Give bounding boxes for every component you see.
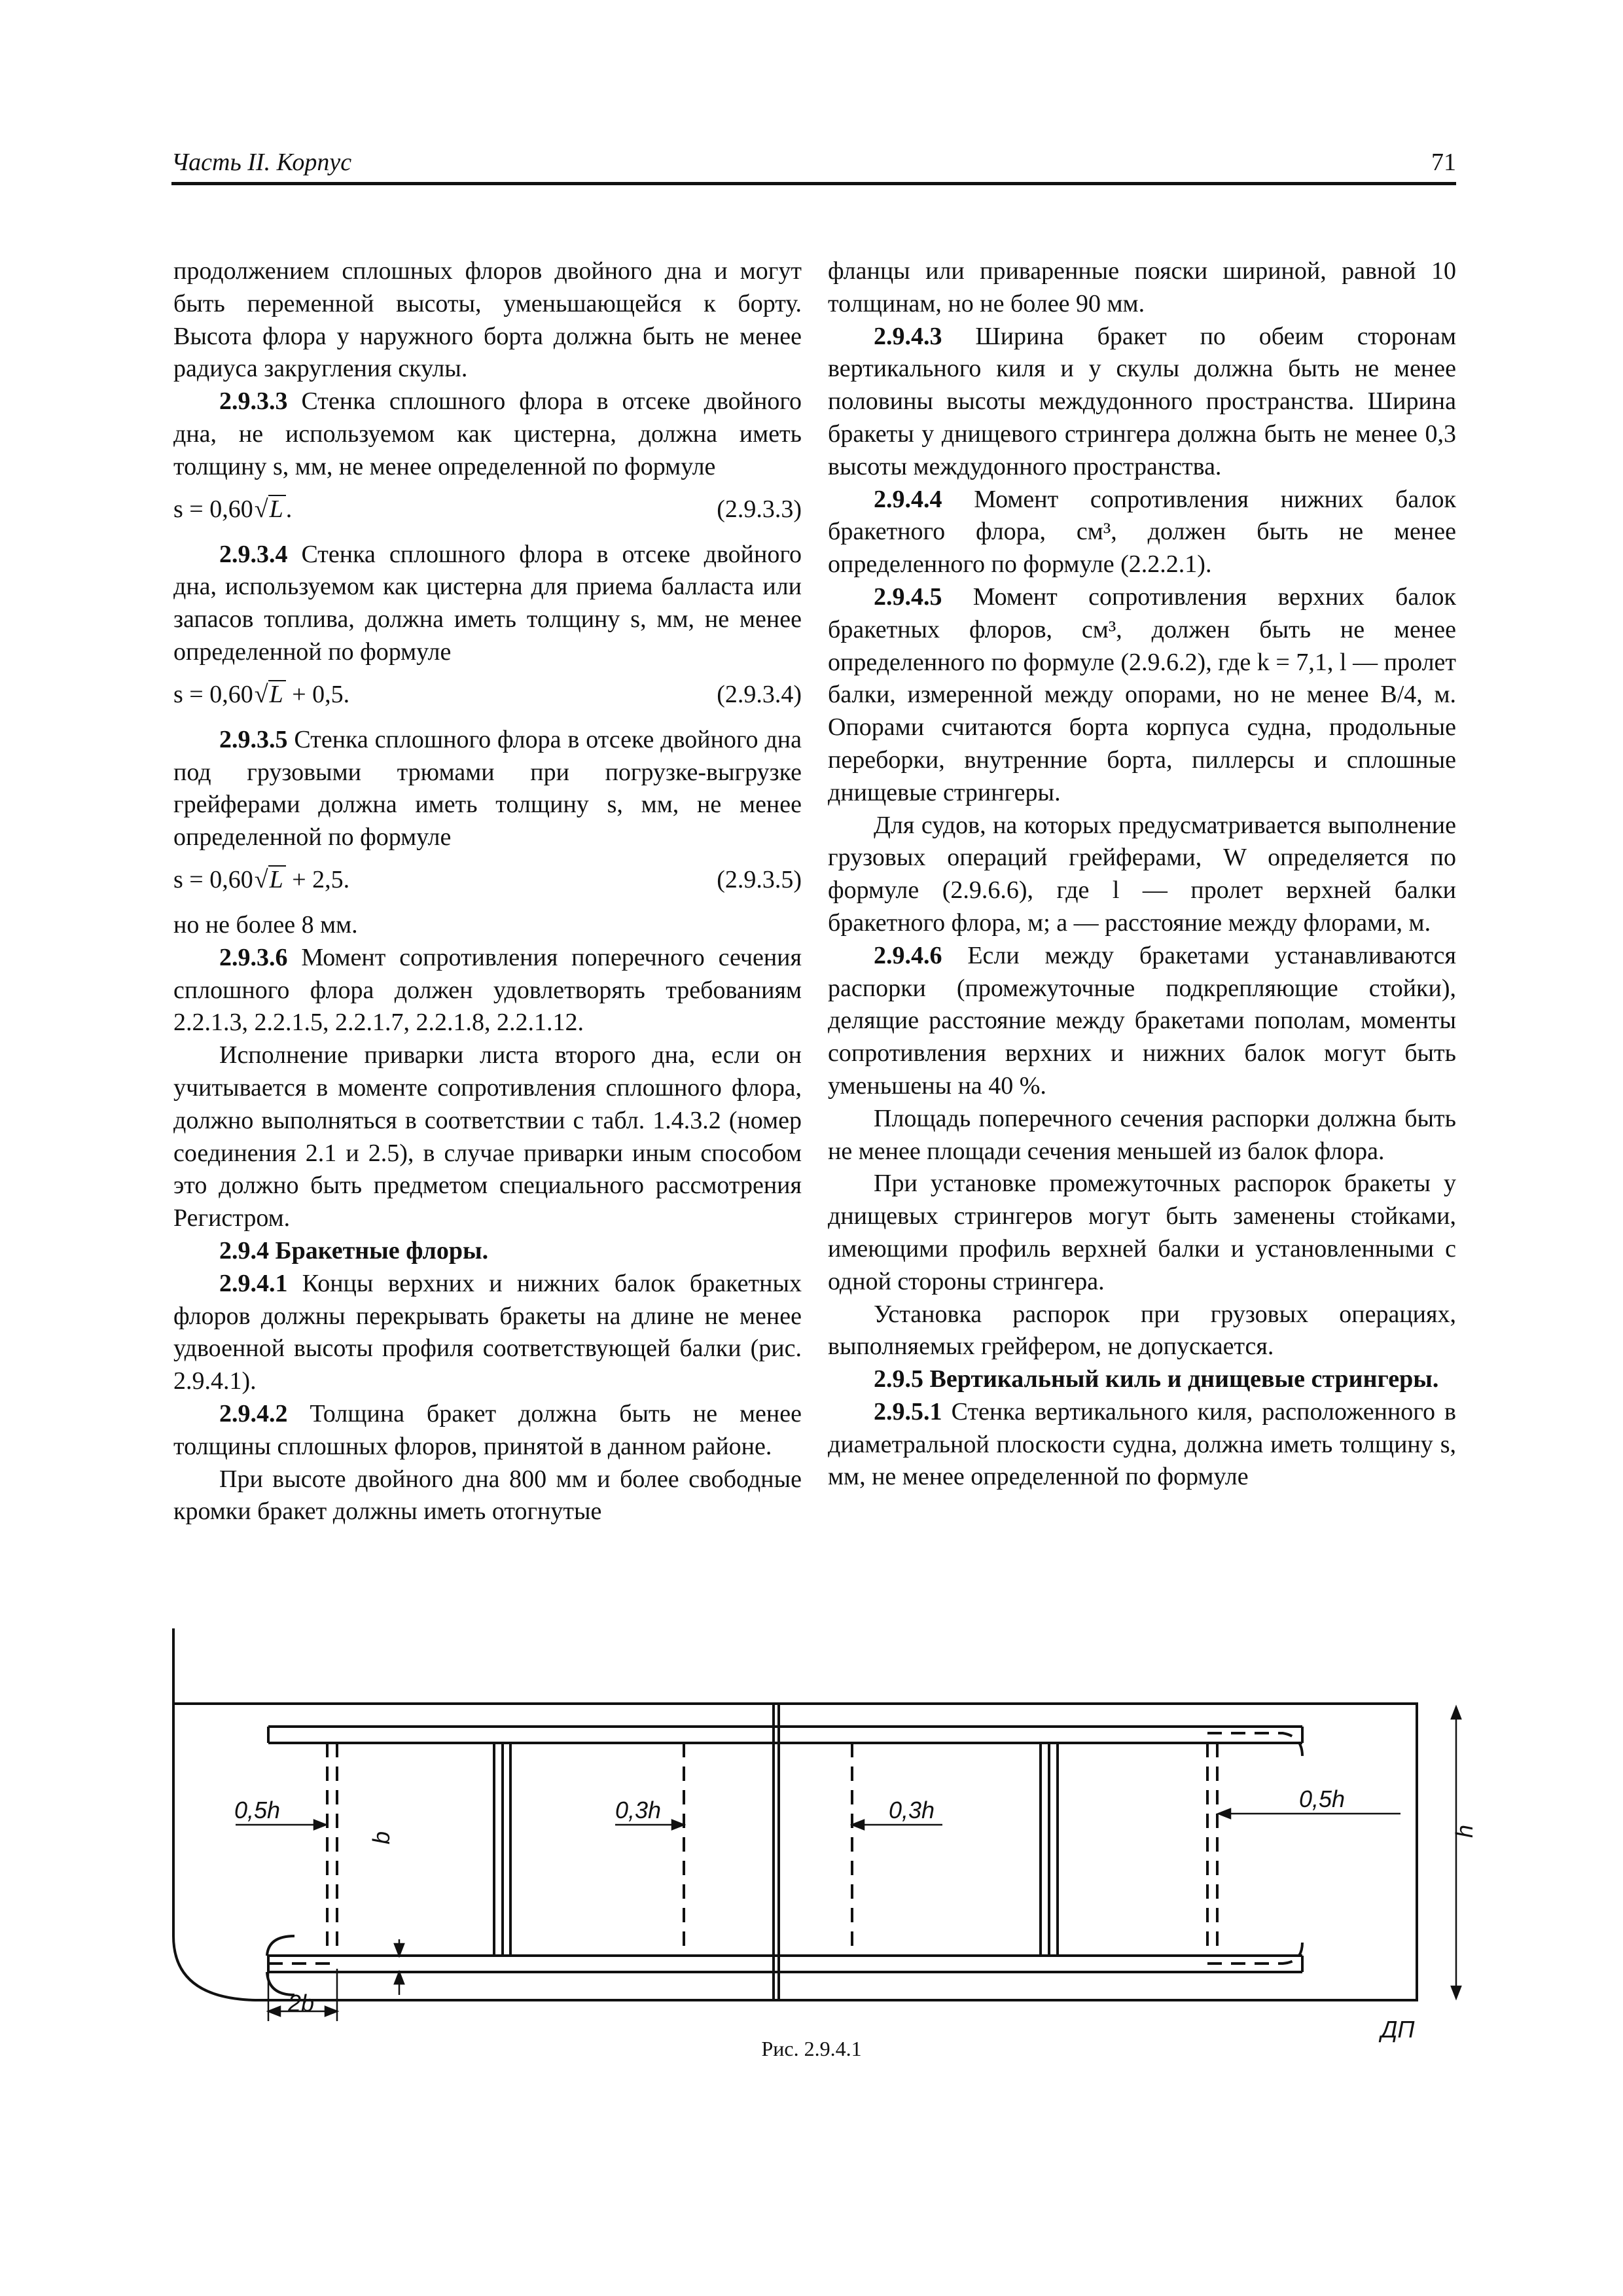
formula-number: (2.9.3.3): [717, 495, 802, 523]
formula: [173, 678, 802, 711]
numbered-paragraph: [828, 940, 1456, 1103]
clause-number: 2.9.3.3: [219, 387, 288, 416]
label-keel-bracket: 0,5h: [1299, 1785, 1346, 1812]
radical-sign: √: [254, 865, 268, 893]
clause-number: 2.9.5.1: [874, 1397, 942, 1426]
figure-bracket-floor: [157, 1628, 1478, 2043]
numbered-paragraph: [173, 724, 802, 854]
clause-text: Толщина бракет должна быть не менее толщины сплошных флоров, принятой в данном районе.: [173, 1399, 802, 1460]
formula-tail: + 2,5.: [285, 865, 350, 893]
clause-number: 2.9.4.1: [219, 1269, 288, 1297]
paragraph: Установка распорок при грузовых операциях, выполняемых грейфером, не допускается.: [828, 1300, 1456, 1361]
clause-number: 2.9.3.6: [219, 943, 288, 971]
radicand: L: [268, 865, 286, 893]
clause-text: Стенка сплошного флора в отсеке двойного дна, не используемом как цистерна, должна иметь толщину s, мм, не менее определенной по формуле: [173, 387, 802, 480]
running-header: [171, 136, 1456, 185]
formula-number: (2.9.3.5): [717, 865, 802, 893]
clause-text: Момент сопротивления верхних балок бракетных флоров, см³, должен быть не менее определенного по формуле (2.9.6.2), где k = 7,1, l — пролет балки, измеренной между опорами, но не менее B/4, м. Опорами считаются борта корпуса судна, продольные переборки, внутренние борта, пиллерсы и сплошные днищевые стрингеры.: [828, 583, 1456, 806]
radical-sign: √: [254, 680, 268, 708]
figure-caption: Рис. 2.9.4.1: [761, 2037, 862, 2060]
numbered-paragraph: [173, 1268, 802, 1398]
radical-sign: √: [254, 495, 268, 523]
paragraph: Исполнение приварки листа второго дна, если он учитывается в моменте сопротивления сплошного флора, должно выполняться в соответствии с табл. 1.4.3.2 (номер соединения 2.1 и 2.5), в случае приварки иным способом это должно быть предметом специального рассмотрения Регистром.: [173, 1041, 802, 1232]
formula-left: s = 0,60: [173, 495, 253, 523]
clause-number: 2.9.3.5: [219, 725, 288, 753]
formula-expression: [173, 678, 349, 711]
numbered-paragraph: [173, 942, 802, 1039]
label-height: h: [1451, 1824, 1478, 1838]
clause-number: 2.9.3.4: [219, 540, 288, 568]
header-title: Часть II. Корпус: [171, 149, 352, 176]
label-stringer-right: 0,3h: [889, 1797, 935, 1823]
label-profile: b: [368, 1831, 395, 1844]
left-column: [173, 255, 802, 1528]
formula-expression: [173, 493, 292, 526]
clause-text: Если между бракетами устанавливаются распорки (промежуточные подкрепляющие стойки), делящие расстояние между бракетами пополам, моменты сопротивления верхних и нижних балок могут быть уменьшены на 40 %.: [828, 941, 1456, 1100]
section-heading: 2.9.4 Бракетные флоры.: [219, 1236, 489, 1265]
clause-number: 2.9.4.6: [874, 941, 942, 969]
radicand: L: [268, 495, 286, 522]
paragraph: но не более 8 мм.: [173, 910, 358, 939]
clause-text: Ширина бракет по обеим сторонам вертикального киля и у скулы должна быть не менее половины высоты междудонного пространства. Ширина бракеты у днищевого стрингера должна быть не менее 0,3 высоты междудонного пространства.: [828, 322, 1456, 480]
paragraph: При установке промежуточных распорок бракеты у днищевых стрингеров могут быть заменены стойками, имеющими профиль верхней балки и установленными с одной стороны стрингера.: [828, 1170, 1456, 1295]
paragraph: Площадь поперечного сечения распорки должна быть не менее площади сечения меньшей из балок флора.: [828, 1104, 1456, 1165]
numbered-paragraph: [828, 484, 1456, 581]
label-stringer-left: 0,3h: [615, 1797, 662, 1823]
paragraph: При высоте двойного дна 800 мм и более свободные кромки бракет должны иметь отогнутые: [173, 1465, 802, 1526]
formula-tail: .: [285, 495, 293, 523]
right-column: [828, 255, 1456, 1494]
clause-text: Концы верхних и нижних балок бракетных флоров должны перекрывать бракеты на длине не менее удвоенной высоты профиля соответствующей балки (рис. 2.9.4.1).: [173, 1269, 802, 1395]
numbered-paragraph: [828, 581, 1456, 810]
label-centerline: ДП: [1381, 2016, 1415, 2043]
formula-tail: + 0,5.: [285, 680, 350, 708]
page-number: 71: [1431, 149, 1456, 176]
formula: [173, 493, 802, 526]
label-bilge-bracket: 0,5h: [234, 1797, 281, 1823]
paragraph: продолжением сплошных флоров двойного дна и могут быть переменной высоты, уменьшающейся к борту. Высота флора у наружного борта должна быть не менее радиуса закругления скулы.: [173, 257, 802, 383]
clause-number: 2.9.4.4: [874, 485, 942, 513]
numbered-paragraph: [828, 1396, 1456, 1494]
numbered-paragraph: [173, 386, 802, 483]
clause-number: 2.9.4.3: [874, 322, 942, 350]
section-heading: 2.9.5 Вертикальный киль и днищевые стрингеры.: [874, 1365, 1439, 1393]
paragraph: Для судов, на которых предусматривается выполнение грузовых операций грейферами, W определяется по формуле (2.9.6.6), где l — пролет верхней балки бракетного флора, м; a — расстояние между флорами, м.: [828, 811, 1456, 937]
paragraph: фланцы или приваренные пояски шириной, равной 10 толщинам, но не более 90 мм.: [828, 257, 1456, 317]
numbered-paragraph: [173, 1398, 802, 1463]
numbered-paragraph: [828, 321, 1456, 484]
radicand: L: [268, 680, 286, 708]
label-overlap: 2b: [288, 1990, 315, 2017]
clause-number: 2.9.4.2: [219, 1399, 288, 1427]
formula-left: s = 0,60: [173, 680, 253, 708]
clause-text: Стенка сплошного флора в отсеке двойного дна под грузовыми трюмами при погрузке-выгрузке грейферами должна иметь толщину s, мм, не менее определенной по формуле: [173, 725, 802, 852]
formula: [173, 863, 802, 896]
clause-text: Стенка сплошного флора в отсеке двойного дна, используемом как цистерна для приема балласта или запасов топлива, должна иметь толщину s, мм, не менее определенной по формуле: [173, 540, 802, 666]
clause-text: Момент сопротивления поперечного сечения сплошного флора должен удовлетворять требованиям 2.2.1.3, 2.2.1.5, 2.2.1.7, 2.2.1.8, 2.2.1.12.: [173, 943, 802, 1037]
formula-number: (2.9.3.4): [717, 680, 802, 708]
clause-text: Стенка вертикального киля, расположенного в диаметральной плоскости судна, должна иметь толщину s, мм, не менее определенной по формуле: [828, 1397, 1456, 1491]
formula-left: s = 0,60: [173, 865, 253, 893]
clause-text: Момент сопротивления нижних балок бракетного флора, см³, должен быть не менее определенного по формуле (2.2.2.1).: [828, 485, 1456, 579]
numbered-paragraph: [173, 539, 802, 669]
clause-number: 2.9.4.5: [874, 583, 942, 611]
formula-expression: [173, 863, 349, 896]
